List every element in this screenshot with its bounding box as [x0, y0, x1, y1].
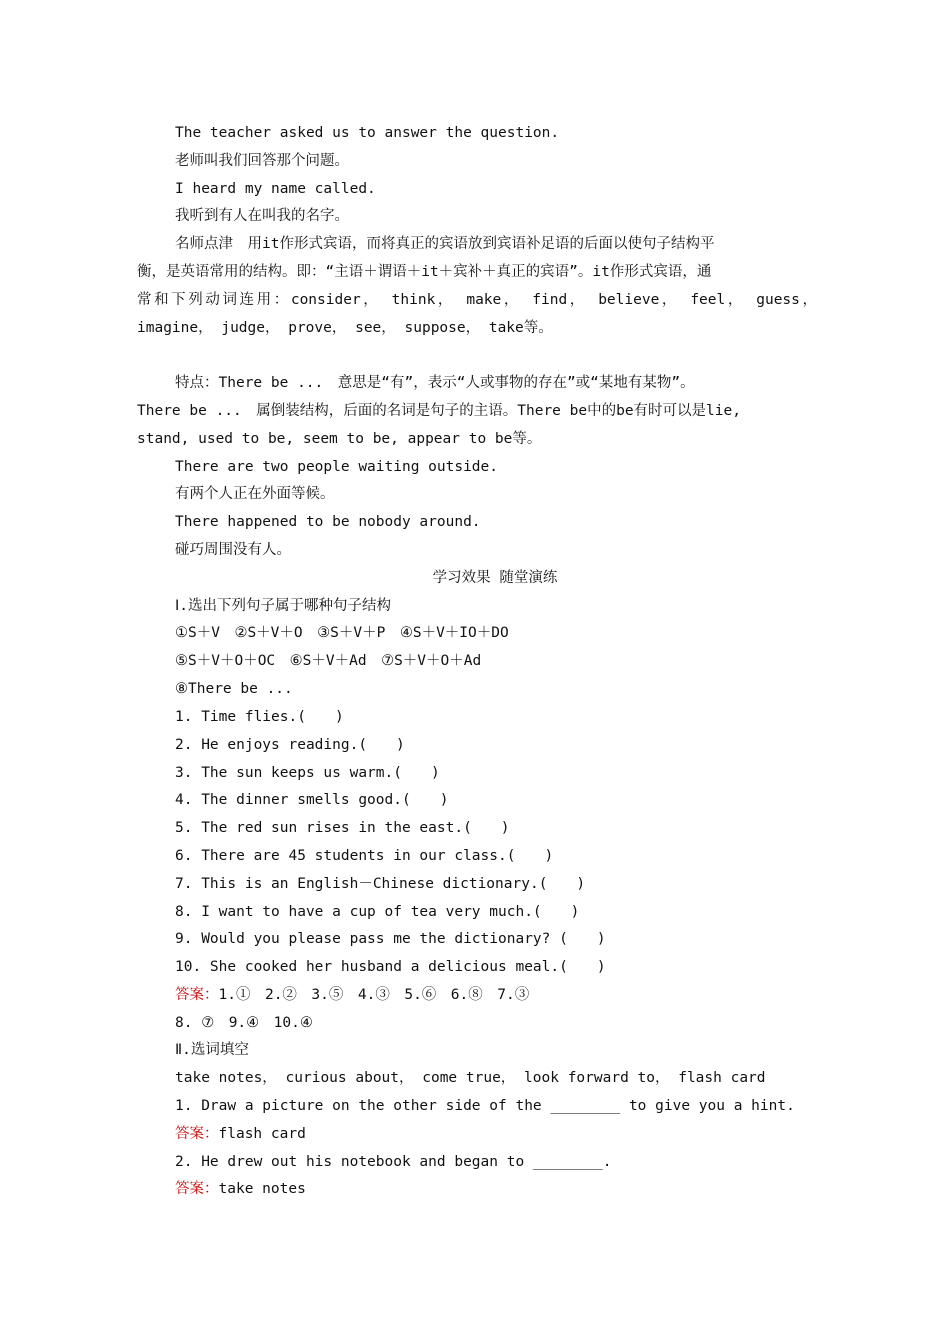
answer-text: flash card: [218, 1126, 306, 1142]
answer-label: 答案：: [175, 1181, 219, 1197]
question-item: 1. Time flies.( ): [175, 709, 344, 725]
question-item: 8. I want to have a cup of tea very much.( ): [175, 904, 580, 920]
example-sentence: There happened to be nobody around.: [175, 514, 481, 530]
question-item: 4. The dinner smells good.( ): [175, 792, 449, 808]
structure-options: ①S＋V ②S＋V＋O ③S＋V＋P ④S＋V＋IO＋DO: [175, 625, 509, 641]
structure-options: ⑧There be ...: [175, 681, 293, 697]
example-translation: 老师叫我们回答那个问题。: [175, 153, 349, 169]
question-item: 6. There are 45 students in our class.( ): [175, 848, 554, 864]
example-translation: 我听到有人在叫我的名字。: [175, 208, 349, 224]
fill-answer: [175, 1179, 855, 1199]
word-bank: take notes， curious about， come true， look forward to， flash card: [175, 1070, 766, 1086]
example-sentence: There are two people waiting outside.: [175, 459, 499, 475]
tip-paragraph-line: 衡，是英语常用的结构。即：“主语＋谓语＋it＋宾补＋真正的宾语”。it作形式宾语，通: [137, 264, 712, 280]
question-item: 7. This is an English－Chinese dictionary.( ): [175, 876, 586, 892]
example-sentence: The teacher asked us to answer the question.: [175, 125, 560, 141]
fill-question: 2. He drew out his notebook and began to ________.: [175, 1154, 612, 1170]
feature-paragraph-line: 特点：There be ... 意思是“有”，表示“人或事物的存在”或“某地有某物”。: [175, 375, 695, 391]
feature-paragraph-line: There be ... 属倒装结构，后面的名词是句子的主语。There be中的be有时可以是lie,: [137, 403, 741, 419]
example-translation: 碰巧周围没有人。: [175, 542, 291, 558]
part1-title: Ⅰ.选出下列句子属于哪种句子结构: [175, 598, 392, 614]
answer-label: 答案：: [175, 1126, 219, 1142]
part2-title: Ⅱ.选词填空: [175, 1042, 249, 1058]
feature-paragraph-line: stand, used to be, seem to be, appear to be等。: [137, 431, 542, 447]
fill-question: 1. Draw a picture on the other side of the ________ to give you a hint.: [175, 1098, 795, 1114]
section-title: 学习效果 随堂演练: [432, 570, 558, 586]
structure-options: ⑤S＋V＋O＋OC ⑥S＋V＋Ad ⑦S＋V＋O＋Ad: [175, 653, 482, 669]
tip-paragraph-line: 名师点津 用it作形式宾语，而将真正的宾语放到宾语补足语的后面以使句子结构平: [175, 236, 715, 252]
part1-answer: [175, 985, 855, 1005]
answer-label: 答案：: [175, 987, 219, 1003]
answer-text: take notes: [218, 1181, 306, 1197]
tip-paragraph-line: 常和下列动词连用：consider， think， make， find， believe， feel， guess，: [137, 292, 817, 308]
question-item: 3. The sun keeps us warm.( ): [175, 765, 440, 781]
question-item: 2. He enjoys reading.( ): [175, 737, 405, 753]
example-sentence: I heard my name called.: [175, 181, 376, 197]
question-item: 9. Would you please pass me the dictionary? ( ): [175, 931, 606, 947]
tip-paragraph-line: imagine， judge， prove， see， suppose， take等。: [137, 320, 553, 336]
answer-text: 1.① 2.② 3.⑤ 4.③ 5.⑥ 6.⑧ 7.③: [218, 987, 530, 1003]
question-item: 10. She cooked her husband a delicious meal.( ): [175, 959, 606, 975]
example-translation: 有两个人正在外面等候。: [175, 486, 335, 502]
fill-answer: [175, 1124, 855, 1144]
question-item: 5. The red sun rises in the east.( ): [175, 820, 510, 836]
part1-answer-cont: 8. ⑦ 9.④ 10.④: [175, 1015, 313, 1031]
